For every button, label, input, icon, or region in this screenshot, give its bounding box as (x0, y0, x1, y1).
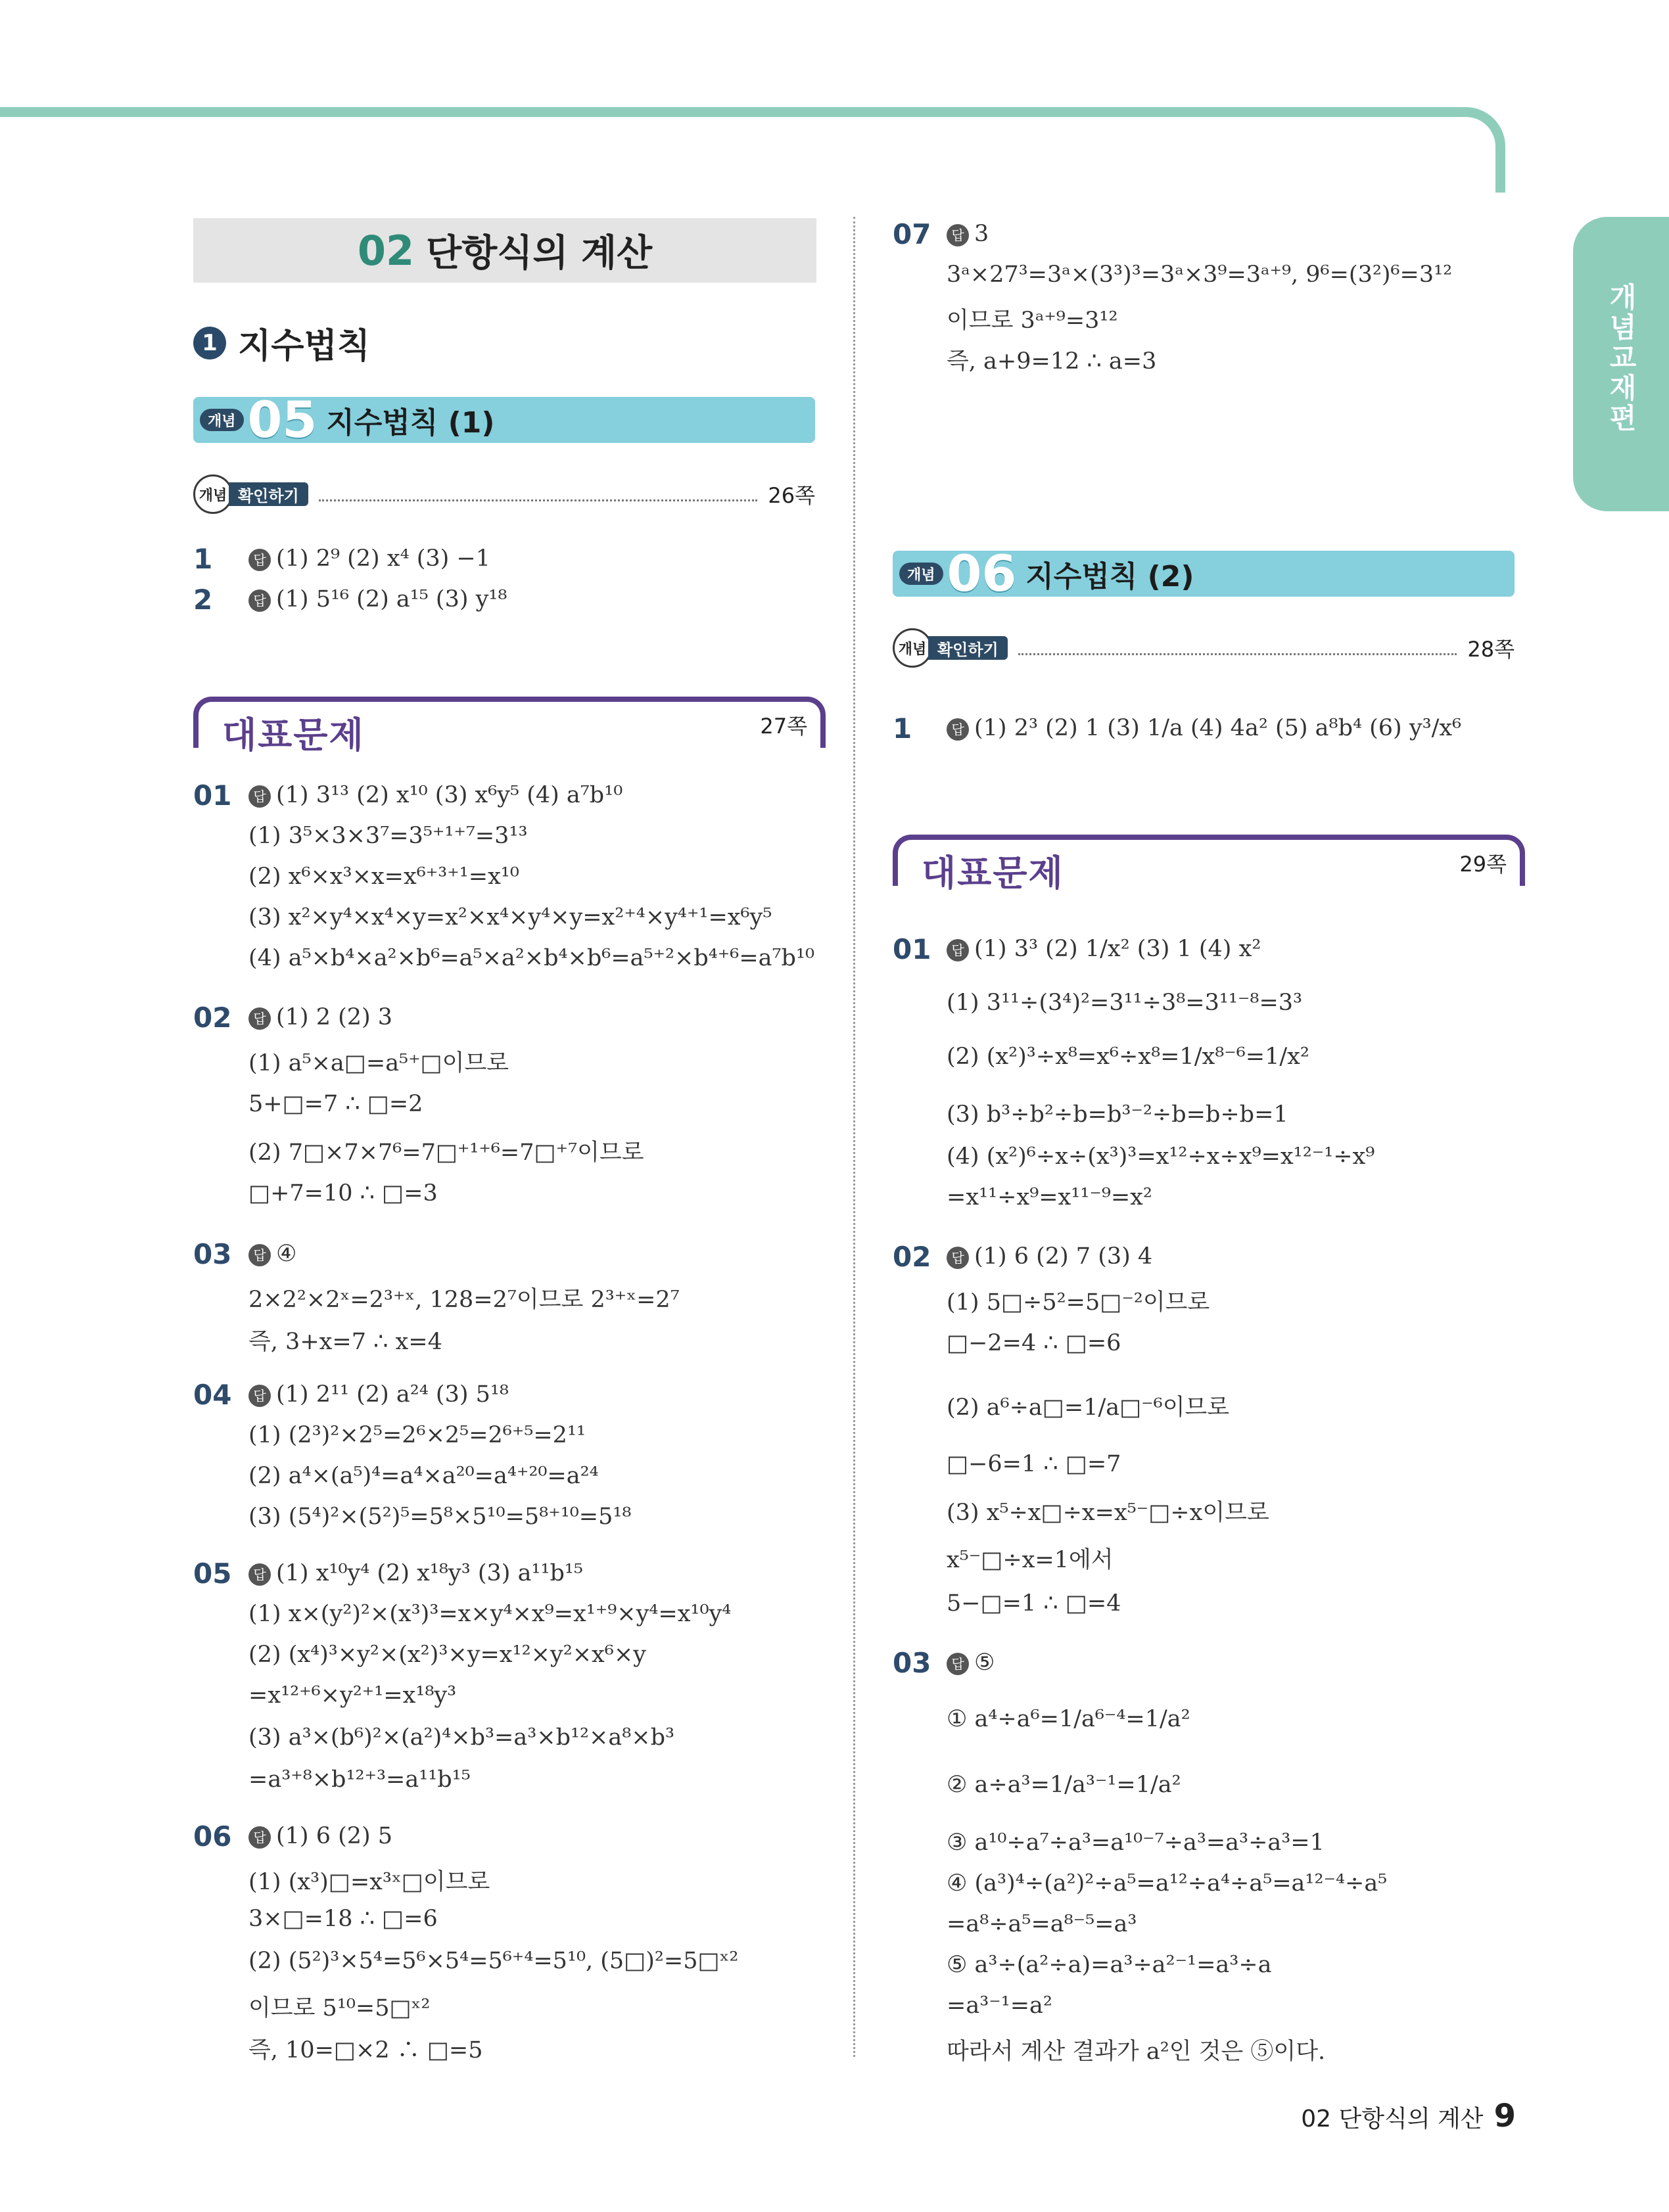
solution-line: □−2=4 ∴ □=6 (947, 1330, 1121, 1356)
answer-icon: 답 (248, 1826, 271, 1849)
solution-line: 5+□=7 ∴ □=2 (248, 1091, 423, 1117)
solution-line: (2) (x⁴)³×y²×(x²)³×y=x¹²×y²×x⁶×y (248, 1642, 646, 1668)
confirm-badge: 개념 (893, 628, 932, 668)
answer-icon: 답 (248, 1385, 271, 1407)
problem-answer: 답 (1) 6 (2) 5 (248, 1823, 392, 1849)
page-number: 9 (1493, 2098, 1516, 2134)
problem-number: 06 (193, 1820, 232, 1853)
solution-line: (3) x²×y⁴×x⁴×y=x²×x⁴×y⁴×y=x²⁺⁴×y⁴⁺¹=x⁶y⁵ (248, 904, 772, 931)
solution-line: 3ᵃ×27³=3ᵃ×(3³)³=3ᵃ×3⁹=3ᵃ⁺⁹, 9⁶=(3²)⁶=3¹² (947, 262, 1453, 288)
chapter-number: 02 (357, 226, 415, 275)
item-number: 1 (193, 543, 213, 575)
solution-line: (2) (5²)³×5⁴=5⁶×5⁴=5⁶⁺⁴=5¹⁰, (5□)²=5□ˣ² (248, 1948, 739, 1974)
solution-line: (3) b³÷b²÷b=b³⁻²÷b=b÷b=1 (947, 1101, 1288, 1128)
item-number: 2 (193, 584, 213, 616)
problem-answer: 답 (1) 2¹¹ (2) a²⁴ (3) 5¹⁸ (248, 1381, 509, 1408)
section-title: 지수법칙 (238, 327, 370, 366)
page-footer (1301, 2098, 1516, 2134)
problem-answer: 답 (1) 3¹³ (2) x¹⁰ (3) x⁶y⁵ (4) a⁷b¹⁰ (248, 782, 623, 808)
problem-answer: 답 (1) 6 (2) 7 (3) 4 (947, 1243, 1152, 1270)
answer-icon: 답 (248, 549, 271, 571)
solution-line: 3×□=18 ∴ □=6 (248, 1906, 438, 1932)
representative-problems-header (893, 835, 1525, 894)
problem-answer: 답 (1) 2 (2) 3 (248, 1004, 392, 1030)
solution-line: (1) 3¹¹÷(3⁴)²=3¹¹÷3⁸=3¹¹⁻⁸=3³ (947, 990, 1303, 1016)
solution-line: (4) (x²)⁶÷x÷(x³)³=x¹²÷x÷x⁹=x¹²⁻¹÷x⁹ (947, 1143, 1375, 1170)
answer-icon: 답 (947, 224, 969, 246)
problem-number: 01 (893, 933, 931, 965)
solution-line: 이므로 3ᵃ⁺⁹=3¹² (947, 308, 1118, 334)
solution-line: (2) (x²)³÷x⁸=x⁶÷x⁸=1/x⁸⁻⁶=1/x² (947, 1044, 1309, 1070)
confirm-label: 확인하기 (229, 482, 308, 506)
side-tab-label: 개념교재편 (1605, 283, 1637, 434)
solution-line: x⁵⁻□÷x=1에서 (947, 1547, 1114, 1573)
concept-title: 지수법칙 (1) (326, 406, 495, 440)
page-reference: 27쪽 (760, 714, 807, 739)
answer-icon: 답 (947, 939, 969, 961)
problem-number: 02 (893, 1241, 931, 1273)
solution-line: 즉, 3+x=7 ∴ x=4 (248, 1329, 442, 1355)
problem-number: 02 (193, 1002, 232, 1034)
problem-number: 03 (893, 1647, 931, 1679)
solution-line: 따라서 계산 결과가 a²인 것은 ⑤이다. (947, 2039, 1326, 2065)
solution-line: =a³⁺⁸×b¹²⁺³=a¹¹b¹⁵ (248, 1766, 471, 1793)
concept-badge: 개념 (899, 563, 943, 585)
solution-line: (3) (5⁴)²×(5²)⁵=5⁸×5¹⁰=5⁸⁺¹⁰=5¹⁸ (248, 1504, 632, 1530)
section-number: 1 (193, 327, 226, 359)
concept-confirm-row (193, 474, 815, 514)
problem-answer: 답 ④ (248, 1241, 296, 1267)
solution-line: =x¹¹÷x⁹=x¹¹⁻⁹=x² (947, 1184, 1152, 1210)
confirm-label: 확인하기 (928, 636, 1008, 660)
problem-number: 01 (193, 779, 232, 812)
problem-answer: 답 3 (947, 221, 989, 247)
solution-line: (3) x⁵÷x□÷x=x⁵⁻□÷x이므로 (947, 1500, 1269, 1526)
section-heading (193, 318, 370, 367)
page-reference: 28쪽 (1467, 637, 1515, 662)
solution-line: 2×2²×2ˣ=2³⁺ˣ, 128=2⁷이므로 2³⁺ˣ=2⁷ (248, 1287, 680, 1313)
solution-line: 즉, 10=□×2 ∴ □=5 (248, 2037, 483, 2063)
solution-line: 즉, a+9=12 ∴ a=3 (947, 348, 1157, 375)
solution-line: (1) a⁵×a□=a⁵⁺□이므로 (248, 1050, 509, 1076)
solution-line: 5−□=1 ∴ □=4 (947, 1590, 1121, 1617)
page-reference: 29쪽 (1459, 852, 1507, 877)
concept-title: 지수법칙 (2) (1025, 560, 1194, 593)
problem-number: 07 (893, 218, 931, 250)
confirm-badge: 개념 (193, 474, 233, 514)
answer-icon: 답 (248, 1007, 271, 1030)
item-answer: 답 (1) 5¹⁶ (2) a¹⁵ (3) y¹⁸ (248, 586, 507, 612)
side-tab (1573, 217, 1669, 511)
solution-line: ① a⁴÷a⁶=1/a⁶⁻⁴=1/a² (947, 1706, 1190, 1732)
footer-chapter-label: 02 단항식의 계산 (1301, 2106, 1484, 2132)
answer-icon: 답 (248, 1563, 271, 1586)
solution-line: (3) a³×(b⁶)²×(a²)⁴×b³=a³×b¹²×a⁸×b³ (248, 1724, 675, 1751)
problem-answer: 답 ⑤ (947, 1649, 995, 1676)
concept-bar-05 (193, 390, 815, 449)
answer-icon: 답 (947, 1247, 969, 1269)
problem-answer: 답 (1) 3³ (2) 1/x² (3) 1 (4) x² (947, 936, 1261, 962)
answer-icon: 답 (947, 1653, 969, 1675)
item-number: 1 (893, 712, 912, 745)
concept-number: 05 (247, 390, 317, 449)
solution-line: ④ (a³)⁴÷(a²)²÷a⁵=a¹²÷a⁴÷a⁵=a¹²⁻⁴÷a⁵ (947, 1870, 1388, 1897)
solution-line: (2) a⁶÷a□=1/a□⁻⁶이므로 (947, 1394, 1230, 1421)
answer-icon: 답 (947, 718, 969, 741)
concept-badge: 개념 (200, 409, 244, 431)
solution-line: (1) (x³)□=x³ˣ□이므로 (248, 1869, 490, 1895)
solution-line: (2) 7□×7×7⁶=7□⁺¹⁺⁶=7□⁺⁷이므로 (248, 1140, 644, 1166)
problem-number: 04 (193, 1379, 232, 1411)
concept-confirm-row (893, 628, 1515, 668)
problem-answer: 답 (1) x¹⁰y⁴ (2) x¹⁸y³ (3) a¹¹b¹⁵ (248, 1560, 583, 1586)
rep-title: 대표문제 (922, 852, 1064, 894)
dotted-leader (319, 499, 758, 501)
solution-line: =a⁸÷a⁵=a⁸⁻⁵=a³ (947, 1911, 1137, 1937)
item-answer: 답 (1) 2³ (2) 1 (3) 1/a (4) 4a² (5) a⁸b⁴ (6) y³/x⁶ (947, 715, 1461, 741)
solution-line: (4) a⁵×b⁴×a²×b⁶=a⁵×a²×b⁴×b⁶=a⁵⁺²×b⁴⁺⁶=a⁷b¹⁰ (248, 945, 815, 971)
solution-line: □−6=1 ∴ □=7 (947, 1451, 1121, 1477)
concept-bar-06 (893, 544, 1515, 603)
solution-line: ③ a¹⁰÷a⁷÷a³=a¹⁰⁻⁷÷a³=a³÷a³=1 (947, 1830, 1325, 1856)
column-divider (853, 217, 855, 2057)
solution-line: (1) 5□÷5²=5□⁻²이므로 (947, 1289, 1210, 1316)
solution-line: 이므로 5¹⁰=5□ˣ² (248, 1995, 431, 2021)
chapter-title-bar (193, 218, 816, 283)
answer-icon: 답 (248, 785, 271, 808)
solution-line: =x¹²⁺⁶×y²⁺¹=x¹⁸y³ (248, 1682, 457, 1709)
rep-title: 대표문제 (222, 714, 365, 756)
chapter-title: 단항식의 계산 (426, 232, 653, 275)
item-answer: 답 (1) 2⁹ (2) x⁴ (3) −1 (248, 545, 490, 572)
dotted-leader (1018, 653, 1457, 655)
top-decorative-rule (0, 107, 1505, 193)
problem-number: 03 (193, 1238, 232, 1270)
page-reference: 26쪽 (768, 483, 815, 508)
solution-line: (1) (2³)²×2⁵=2⁶×2⁵=2⁶⁺⁵=2¹¹ (248, 1422, 586, 1448)
solution-line: =a³⁻¹=a² (947, 1993, 1052, 2019)
concept-number: 06 (947, 544, 1017, 603)
solution-line: (2) x⁶×x³×x=x⁶⁺³⁺¹=x¹⁰ (248, 864, 519, 890)
solution-line: (2) a⁴×(a⁵)⁴=a⁴×a²⁰=a⁴⁺²⁰=a²⁴ (248, 1463, 599, 1489)
solution-line: ② a÷a³=1/a³⁻¹=1/a² (947, 1772, 1181, 1798)
answer-icon: 답 (248, 589, 271, 612)
solution-line: ⑤ a³÷(a²÷a)=a³÷a²⁻¹=a³÷a (947, 1952, 1272, 1978)
representative-problems-header (193, 697, 826, 756)
problem-number: 05 (193, 1557, 232, 1590)
solution-line: □+7=10 ∴ □=3 (248, 1180, 438, 1207)
solution-line: (1) x×(y²)²×(x³)³=x×y⁴×x⁹=x¹⁺⁹×y⁴=x¹⁰y⁴ (248, 1601, 732, 1627)
solution-line: (1) 3⁵×3×3⁷=3⁵⁺¹⁺⁷=3¹³ (248, 823, 528, 849)
answer-icon: 답 (248, 1244, 271, 1266)
